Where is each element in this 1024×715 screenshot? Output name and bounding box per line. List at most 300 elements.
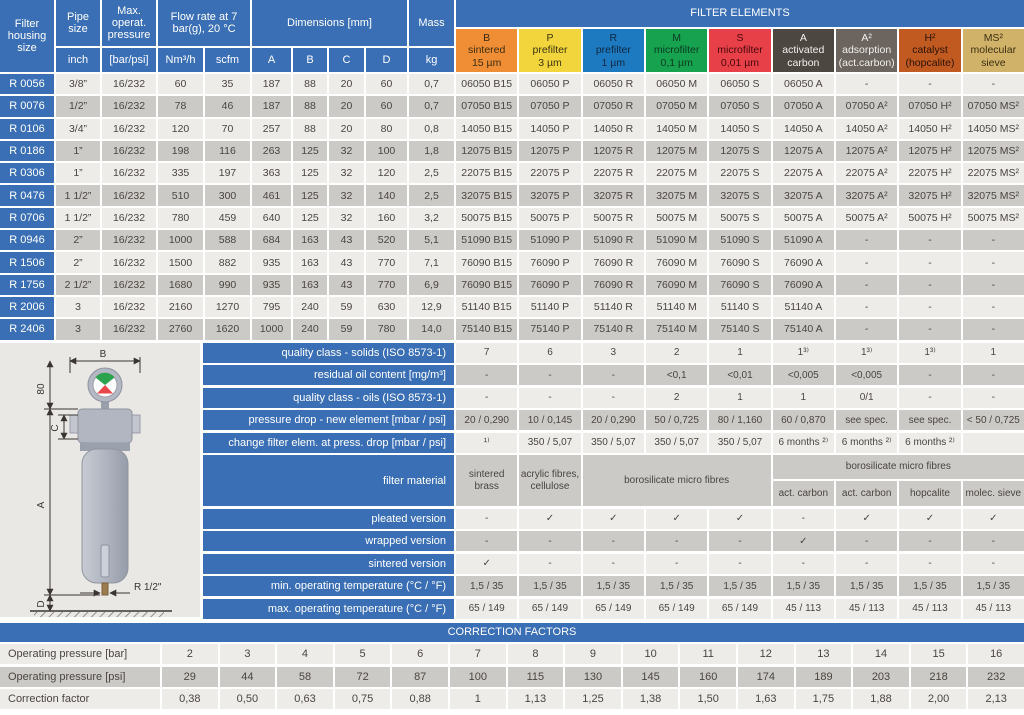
data-cell: 65 / 149: [646, 599, 707, 619]
data-cell: -: [836, 275, 897, 295]
data-cell: 1,5 / 35: [963, 576, 1024, 596]
data-cell: 174: [738, 667, 794, 687]
dim-label-c: C: [50, 423, 61, 432]
data-cell: 14: [853, 644, 909, 664]
data-cell: < 50 / 0,725: [963, 410, 1024, 430]
data-cell: 1: [963, 343, 1024, 363]
data-cell: 335: [158, 163, 203, 183]
data-cell: 65 / 149: [456, 599, 517, 619]
data-cell: -: [519, 531, 580, 551]
unit-dim-b: B: [293, 48, 327, 72]
data-cell: 45 / 113: [963, 599, 1024, 619]
data-cell: 2160: [158, 297, 203, 317]
data-cell: 0,63: [277, 689, 333, 709]
data-cell: -: [456, 365, 517, 385]
data-cell: -: [899, 297, 960, 317]
data-cell: 43: [329, 275, 364, 295]
data-cell: 14050 A²: [836, 119, 897, 139]
data-cell: 51140 A: [773, 297, 834, 317]
data-cell: 22075 P: [519, 163, 580, 183]
data-cell: 07050 M: [646, 96, 707, 116]
housing-row-label: R 0706: [0, 208, 54, 228]
data-cell: 75140 B15: [456, 319, 517, 339]
data-cell: 75140 S: [709, 319, 770, 339]
data-cell: 75140 A: [773, 319, 834, 339]
data-cell: 12075 P: [519, 141, 580, 161]
data-cell: -: [836, 319, 897, 339]
spec-row: [203, 388, 1024, 408]
data-cell: <0,005: [836, 365, 897, 385]
data-cell: -: [836, 74, 897, 94]
data-cell: 32075 S: [709, 185, 770, 205]
data-cell: 12075 A: [773, 141, 834, 161]
data-cell: 130: [565, 667, 621, 687]
data-cell: 75140 R: [583, 319, 644, 339]
spec-row-label: change filter elem. at press. drop [mbar / psi]: [203, 433, 454, 453]
data-cell: 1000: [252, 319, 291, 339]
data-cell: 780: [158, 208, 203, 228]
data-cell: ✓: [709, 509, 770, 529]
data-cell: 1,5 / 35: [773, 576, 834, 596]
data-cell: -: [836, 230, 897, 250]
data-cell: 197: [205, 163, 250, 183]
data-cell: ¹⁾: [456, 433, 517, 453]
data-cell: 16/232: [102, 163, 156, 183]
data-cell: 07050 R: [583, 96, 644, 116]
correction-rows: [0, 644, 1024, 709]
col-header-mass: Mass: [409, 0, 454, 46]
data-cell: 22075 M: [646, 163, 707, 183]
data-cell: 06050 A: [773, 74, 834, 94]
data-cell: 50075 P: [519, 208, 580, 228]
data-cell: <0,01: [709, 365, 770, 385]
data-cell: 6,9: [409, 275, 454, 295]
housing-row-label: R 0106: [0, 119, 54, 139]
data-cell: 06050 M: [646, 74, 707, 94]
data-cell: 50075 B15: [456, 208, 517, 228]
data-cell: 145: [623, 667, 679, 687]
spec-row-label: filter material: [203, 455, 454, 506]
spec-row-label: pressure drop - new element [mbar / psi]: [203, 410, 454, 430]
unit-dim-c: C: [329, 48, 364, 72]
data-cell: 163: [293, 252, 327, 272]
data-cell: 29: [162, 667, 218, 687]
dim-label-a: A: [36, 501, 47, 508]
data-cell: 16/232: [102, 230, 156, 250]
data-cell: 16/232: [102, 119, 156, 139]
data-cell: 51140 P: [519, 297, 580, 317]
data-cell: -: [456, 531, 517, 551]
unit-kg: kg: [409, 48, 454, 72]
data-cell: 12075 MS²: [963, 141, 1024, 161]
element-header-A: A activated carbon: [773, 29, 834, 72]
spec-rows: [203, 343, 1024, 619]
data-cell: 0,8: [409, 119, 454, 139]
data-cell: 43: [329, 230, 364, 250]
data-cell: 0,88: [392, 689, 448, 709]
data-cell: ✓: [583, 509, 644, 529]
data-cell: [963, 433, 1024, 453]
data-cell: 3: [583, 343, 644, 363]
spec-row: [203, 455, 1024, 506]
data-cell: 32: [329, 185, 364, 205]
data-cell: 78: [158, 96, 203, 116]
data-cell: 51140 S: [709, 297, 770, 317]
main-table-body: [0, 74, 1024, 340]
data-cell: 1³⁾: [836, 343, 897, 363]
spec-row: [203, 531, 1024, 551]
data-cell: 50 / 0,725: [646, 410, 707, 430]
data-cell: 16/232: [102, 141, 156, 161]
data-cell: 7: [456, 343, 517, 363]
data-cell: 51090 A: [773, 230, 834, 250]
data-cell: 140: [366, 185, 407, 205]
data-cell: 06050 B15: [456, 74, 517, 94]
data-cell: 07050 B15: [456, 96, 517, 116]
data-cell: 0,7: [409, 74, 454, 94]
correction-row-label: Operating pressure [psi]: [0, 667, 160, 687]
data-cell: -: [519, 365, 580, 385]
data-cell: 882: [205, 252, 250, 272]
data-cell: -: [899, 554, 960, 574]
data-cell: 2,5: [409, 163, 454, 183]
data-cell: ✓: [456, 554, 517, 574]
data-cell: 88: [293, 96, 327, 116]
data-cell: 76090 B15: [456, 275, 517, 295]
data-cell: 125: [293, 141, 327, 161]
col-header-max-pressure: Max. operat. pressure: [102, 0, 156, 46]
data-cell: <0,1: [646, 365, 707, 385]
data-cell: 9: [565, 644, 621, 664]
data-cell: 3: [56, 297, 100, 317]
data-cell: 12,9: [409, 297, 454, 317]
data-cell: 0,75: [335, 689, 391, 709]
data-cell: 1,5 / 35: [899, 576, 960, 596]
main-table-header: [0, 0, 1024, 72]
data-cell: 520: [366, 230, 407, 250]
data-cell: ✓: [899, 509, 960, 529]
data-cell: 1000: [158, 230, 203, 250]
data-cell: -: [899, 388, 960, 408]
col-header-pipe-size: Pipe size: [56, 0, 100, 46]
data-cell: 1”: [56, 141, 100, 161]
data-cell: -: [963, 252, 1024, 272]
data-cell: 20 / 0,290: [456, 410, 517, 430]
data-cell: 20: [329, 119, 364, 139]
element-header-MS²: MS² molecular sieve: [963, 29, 1024, 72]
data-cell: -: [709, 554, 770, 574]
data-cell: hopcalite: [899, 481, 960, 506]
data-cell: -: [963, 531, 1024, 551]
data-cell: 115: [508, 667, 564, 687]
data-cell: 50075 R: [583, 208, 644, 228]
data-cell: 51140 R: [583, 297, 644, 317]
data-cell: -: [899, 230, 960, 250]
element-header-A²: A² adsorption (act.carbon): [836, 29, 897, 72]
data-cell: 240: [293, 319, 327, 339]
data-cell: 14050 S: [709, 119, 770, 139]
spec-row: [203, 554, 1024, 574]
data-cell: 3/8”: [56, 74, 100, 94]
data-cell: 240: [293, 297, 327, 317]
data-cell: 06050 P: [519, 74, 580, 94]
data-cell: 14050 A: [773, 119, 834, 139]
data-cell: -: [646, 554, 707, 574]
data-cell: 6 months ²⁾: [836, 433, 897, 453]
data-cell: 1,25: [565, 689, 621, 709]
data-cell: 07050 S: [709, 96, 770, 116]
data-cell: 1,5 / 35: [709, 576, 770, 596]
data-cell: 22075 A²: [836, 163, 897, 183]
data-cell: 935: [252, 252, 291, 272]
data-cell: 990: [205, 275, 250, 295]
data-cell: act. carbon: [836, 481, 897, 506]
data-cell: 7,1: [409, 252, 454, 272]
data-cell: -: [836, 297, 897, 317]
spec-row-label: max. operating temperature (°C / °F): [203, 599, 454, 619]
data-cell: -: [836, 554, 897, 574]
data-cell: 76090 P: [519, 252, 580, 272]
data-cell: -: [899, 74, 960, 94]
data-cell: -: [899, 275, 960, 295]
data-cell: ✓: [519, 509, 580, 529]
data-cell: 12075 H²: [899, 141, 960, 161]
data-cell: -: [583, 554, 644, 574]
data-cell: 45 / 113: [836, 599, 897, 619]
data-cell: 13: [796, 644, 852, 664]
data-cell: 75140 P: [519, 319, 580, 339]
data-cell: 100: [366, 141, 407, 161]
data-cell: 07050 H²: [899, 96, 960, 116]
data-cell: 125: [293, 185, 327, 205]
data-cell: -: [456, 388, 517, 408]
data-cell: 1,5 / 35: [583, 576, 644, 596]
data-cell: 5,1: [409, 230, 454, 250]
data-cell: 300: [205, 185, 250, 205]
data-cell: 45 / 113: [899, 599, 960, 619]
housing-row-label: R 1506: [0, 252, 54, 272]
data-cell: 16/232: [102, 185, 156, 205]
data-cell: 10 / 0,145: [519, 410, 580, 430]
data-cell: 116: [205, 141, 250, 161]
dim-label-b: B: [99, 348, 107, 360]
data-cell: 51140 B15: [456, 297, 517, 317]
data-cell: -: [963, 319, 1024, 339]
correction-factors-title: CORRECTION FACTORS: [0, 623, 1024, 642]
data-cell: -: [583, 388, 644, 408]
data-cell: 76090 A: [773, 252, 834, 272]
data-cell: 125: [293, 208, 327, 228]
data-cell: 1,75: [796, 689, 852, 709]
spec-row: [203, 365, 1024, 385]
data-cell: -: [899, 252, 960, 272]
data-cell: 80 / 1,160: [709, 410, 770, 430]
data-cell: 32075 M: [646, 185, 707, 205]
data-cell: 14050 R: [583, 119, 644, 139]
data-cell: 12: [738, 644, 794, 664]
data-cell: 50075 H²: [899, 208, 960, 228]
unit-dim-a: A: [252, 48, 291, 72]
data-cell: 76090 M: [646, 275, 707, 295]
data-cell: 770: [366, 252, 407, 272]
data-cell: 51090 R: [583, 230, 644, 250]
data-cell: 163: [293, 275, 327, 295]
data-cell: 32075 A²: [836, 185, 897, 205]
data-cell: see spec.: [899, 410, 960, 430]
data-cell: 22075 S: [709, 163, 770, 183]
dim-label-d: D: [36, 599, 47, 608]
spec-row-label: quality class - solids (ISO 8573-1): [203, 343, 454, 363]
data-cell: 640: [252, 208, 291, 228]
data-cell: 0,38: [162, 689, 218, 709]
data-cell: 11: [680, 644, 736, 664]
data-cell: 76090 S: [709, 275, 770, 295]
data-cell: 350 / 5,07: [519, 433, 580, 453]
data-cell: <0,005: [773, 365, 834, 385]
data-cell: 58: [277, 667, 333, 687]
data-cell: 198: [158, 141, 203, 161]
data-cell: 459: [205, 208, 250, 228]
data-cell: 232: [968, 667, 1024, 687]
data-cell: borosilicate micro fibres: [583, 455, 771, 506]
data-cell: 88: [293, 119, 327, 139]
data-cell: 461: [252, 185, 291, 205]
drain-window: [101, 545, 109, 577]
data-cell: 160: [366, 208, 407, 228]
data-cell: 1,88: [853, 689, 909, 709]
data-cell: 59: [329, 297, 364, 317]
data-cell: 50075 S: [709, 208, 770, 228]
element-header-P: P prefilter 3 µm: [519, 29, 580, 72]
data-cell: 187: [252, 96, 291, 116]
data-cell: 16: [968, 644, 1024, 664]
data-cell: 1,5 / 35: [456, 576, 517, 596]
data-cell: 1,38: [623, 689, 679, 709]
housing-row-label: R 0056: [0, 74, 54, 94]
data-cell: 1,8: [409, 141, 454, 161]
data-cell: -: [773, 554, 834, 574]
data-cell: molec. sieve: [963, 481, 1024, 506]
data-cell: 14050 MS²: [963, 119, 1024, 139]
unit-dim-d: D: [366, 48, 407, 72]
spec-row-label: wrapped version: [203, 531, 454, 551]
spec-row-label: sintered version: [203, 554, 454, 574]
housing-row-label: R 0946: [0, 230, 54, 250]
data-cell: 35: [205, 74, 250, 94]
data-cell: 07050 A: [773, 96, 834, 116]
data-cell: 76090 S: [709, 252, 770, 272]
data-cell: 0,7: [409, 96, 454, 116]
data-cell: 32075 A: [773, 185, 834, 205]
data-cell: -: [963, 74, 1024, 94]
housing-row-label: R 0076: [0, 96, 54, 116]
data-cell: -: [709, 531, 770, 551]
data-cell: 8: [508, 644, 564, 664]
data-cell: 12075 B15: [456, 141, 517, 161]
data-cell: -: [963, 297, 1024, 317]
spec-row-label: quality class - oils (ISO 8573-1): [203, 388, 454, 408]
data-cell: 2: [646, 343, 707, 363]
data-cell: 100: [450, 667, 506, 687]
data-cell: 1”: [56, 163, 100, 183]
data-cell: 1 1/2”: [56, 208, 100, 228]
data-cell: -: [963, 554, 1024, 574]
correction-row-label: Operating pressure [bar]: [0, 644, 160, 664]
drain-connector: [102, 583, 108, 595]
data-cell: 2,00: [911, 689, 967, 709]
data-cell: 588: [205, 230, 250, 250]
data-cell: 1/2”: [56, 96, 100, 116]
spec-row: [203, 599, 1024, 619]
data-cell: 160: [680, 667, 736, 687]
data-cell: 06050 S: [709, 74, 770, 94]
data-cell: 12075 A²: [836, 141, 897, 161]
data-cell: 76090 R: [583, 252, 644, 272]
housing-row-label: R 0476: [0, 185, 54, 205]
data-cell: ✓: [963, 509, 1024, 529]
unit-nm3h: Nm³/h: [158, 48, 203, 72]
data-cell: 630: [366, 297, 407, 317]
data-cell: 14050 P: [519, 119, 580, 139]
data-cell: 59: [329, 319, 364, 339]
data-cell: 60: [366, 96, 407, 116]
data-cell: 1620: [205, 319, 250, 339]
data-cell: 2,13: [968, 689, 1024, 709]
data-cell: ✓: [646, 509, 707, 529]
data-cell: 60 / 0,870: [773, 410, 834, 430]
data-cell: act. carbon: [773, 481, 834, 506]
data-cell: 32: [329, 208, 364, 228]
housing-row-label: R 1756: [0, 275, 54, 295]
data-cell: -: [836, 531, 897, 551]
data-cell: 218: [911, 667, 967, 687]
data-cell: 16/232: [102, 74, 156, 94]
data-cell: 32075 MS²: [963, 185, 1024, 205]
col-header-filter-elements: FILTER ELEMENTS: [456, 0, 1024, 27]
data-cell: -: [519, 388, 580, 408]
data-cell: 935: [252, 275, 291, 295]
data-cell: 51090 M: [646, 230, 707, 250]
spec-row: [203, 410, 1024, 430]
data-cell: -: [963, 230, 1024, 250]
data-cell: 350 / 5,07: [709, 433, 770, 453]
data-cell: 1,13: [508, 689, 564, 709]
housing-row-label: R 2006: [0, 297, 54, 317]
data-cell: 32: [329, 163, 364, 183]
data-cell: 87: [392, 667, 448, 687]
data-cell: 4: [277, 644, 333, 664]
data-cell: -: [899, 319, 960, 339]
data-cell: 5: [335, 644, 391, 664]
data-cell: borosilicate micro fibres: [773, 455, 1024, 479]
data-cell: 6: [519, 343, 580, 363]
data-cell: -: [963, 388, 1024, 408]
data-cell: 120: [366, 163, 407, 183]
data-cell: 0/1: [836, 388, 897, 408]
data-cell: 80: [366, 119, 407, 139]
data-cell: 3: [56, 319, 100, 339]
data-cell: 76090 B15: [456, 252, 517, 272]
dim-label-80: 80: [36, 383, 47, 395]
data-cell: 1: [773, 388, 834, 408]
spec-row: [203, 343, 1024, 363]
data-cell: 7: [450, 644, 506, 664]
data-cell: 1: [709, 388, 770, 408]
data-cell: 72: [335, 667, 391, 687]
spec-row: [203, 509, 1024, 529]
data-cell: 50075 M: [646, 208, 707, 228]
data-cell: 88: [293, 74, 327, 94]
